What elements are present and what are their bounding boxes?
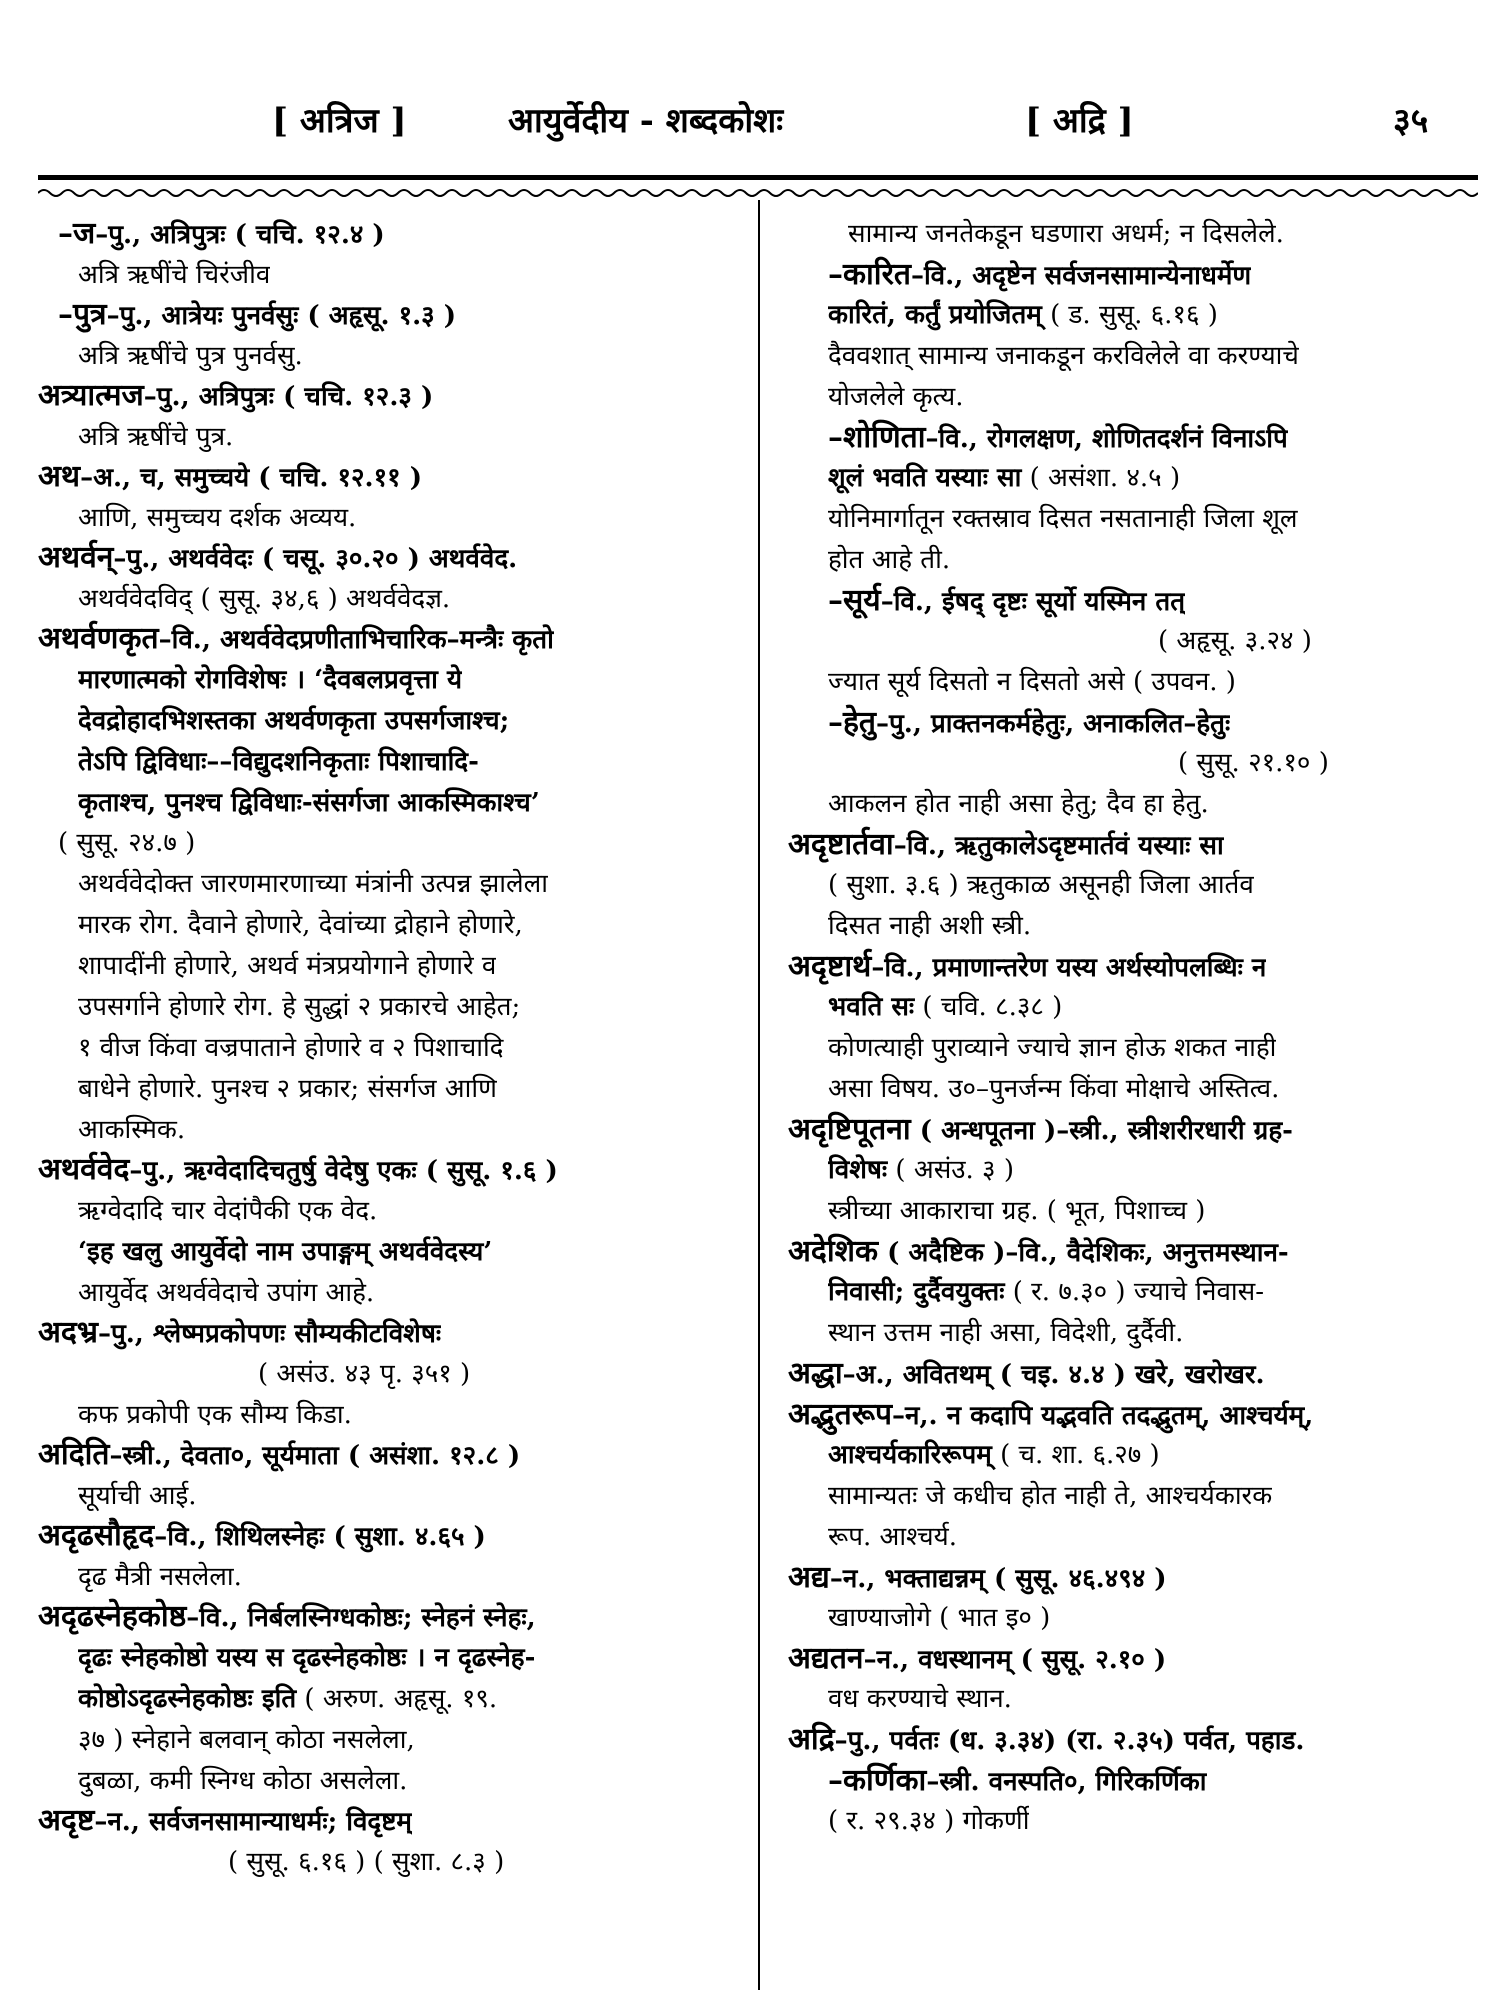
text-line: ( र. २९.३४ ) गोकर्णी <box>828 1806 1030 1836</box>
entry-line <box>788 1639 1166 1679</box>
entry-line <box>788 1232 1289 1272</box>
entry-line <box>788 1558 1167 1598</box>
entry-definition: –वि., अदृष्टेन सर्वजनसामान्येनाधर्मेण <box>910 261 1252 291</box>
entry-definition: –स्त्री., देवता०, सूर्यमाता ( असंशा. १२.८ ) <box>109 1441 521 1471</box>
headword: –ज <box>58 216 96 251</box>
headword: –कर्णिका <box>828 1763 927 1798</box>
entry-definition: –पु., प्राक्तनकर्महेतुः, अनाकलित–हेतुः <box>876 709 1231 739</box>
text-line: अत्रि ऋषींचे पुत्र. <box>78 422 234 452</box>
text-line: स्त्रीच्या आकाराचा ग्रह. ( भूत, पिशाच्च ) <box>828 1196 1206 1226</box>
text-line: ( सुशा. ३.६ ) ऋतुकाळ असूनही जिला आर्तव <box>828 870 1254 900</box>
text-line: योजलेले कृत्य. <box>828 382 964 412</box>
headword: अदृष्टिपूतना <box>788 1112 911 1147</box>
entry-definition: –अ., च, समुच्चये ( चचि. १२.११ ) <box>80 463 422 493</box>
reference-text: ( अरुण. अहृसू. १९. <box>296 1684 498 1714</box>
text-line: दैववशात् सामान्य जनाकडून करविलेले वा करण्याचे <box>828 341 1299 371</box>
headword: अदेशिक <box>788 1234 879 1269</box>
mixed-line <box>78 1679 497 1719</box>
entry-definition: –वि., ऋतुकालेऽदृष्टमार्तवं यस्याः सा <box>893 831 1224 861</box>
entry-line <box>788 825 1224 865</box>
text-line: शापादींनी होणारे, अथर्व मंत्रप्रयोगाने होणारे व <box>78 951 497 981</box>
entry-definition: –वि., अथर्ववेदप्रणीताभिचारिक–मन्त्रैः कृतो <box>158 625 554 655</box>
text-line: आणि, समुच्चय दर्शक अव्यय. <box>78 503 357 533</box>
text-line: अत्रि ऋषींचे पुत्र पुनर्वसु. <box>78 341 303 371</box>
reference-text: ( च. शा. ६.२७ ) <box>991 1440 1160 1470</box>
sanskrit-text: कारितं, कर्तुं प्रयोजितम् <box>828 300 1042 330</box>
mixed-line <box>828 1150 1014 1190</box>
entry-line <box>38 1801 412 1841</box>
mixed-line <box>828 1435 1160 1475</box>
text-line: कोणत्याही पुराव्याने ज्याचे ज्ञान होऊ शकत नाही <box>828 1033 1277 1063</box>
entry-definition: –न., भक्ताद्यन्नम् ( सुसू. ४६.४९४ ) <box>829 1564 1167 1594</box>
sanskrit-text: विशेषः <box>828 1155 888 1185</box>
headword: अदृष्टार्थ <box>788 949 872 984</box>
entry-line <box>788 1720 1304 1760</box>
header-rule <box>38 175 1478 180</box>
sanskrit-line: मारणात्मको रोगविशेषः । ‘दैवबलप्रवृत्ता ये <box>78 665 463 695</box>
text-line: आकलन होत नाही असा हेतु; दैव हा हेतु. <box>828 789 1209 819</box>
headword: –शोणिता <box>828 420 926 455</box>
headword: अद्यतन <box>788 1641 864 1676</box>
sanskrit-line: दृढः स्नेहकोष्ठो यस्य स दृढस्नेहकोष्ठः । न दृढस्नेह- <box>78 1643 536 1673</box>
sanskrit-text: आश्चर्यकारिरूपम् <box>828 1440 992 1470</box>
headword: –कारित <box>828 257 911 292</box>
entry-line <box>38 1150 558 1190</box>
text-line: ( सुसू. ६.१६ ) ( सुशा. ८.३ ) <box>228 1847 505 1877</box>
entry-definition: –न,. न कदापि यद्भवति तदद्भुतम्, आश्चर्यम्, <box>892 1401 1314 1431</box>
headword: अदृष्ट <box>38 1803 95 1838</box>
headword: अद्य <box>788 1560 830 1595</box>
entry-line <box>38 1435 520 1475</box>
text-line: मारक रोग. दैवाने होणारे, देवांच्या द्रोहाने होणारे, <box>78 910 523 940</box>
headword: अदिति <box>38 1437 110 1472</box>
entry-definition: –वि., ईषद् दृष्टः सूर्यो यस्मिन तत् <box>880 587 1186 617</box>
sanskrit-line: देवद्रोहादभिशस्तका अथर्वणकृता उपसर्गजाश्च; <box>78 706 510 736</box>
mixed-line <box>828 987 1062 1027</box>
entry-line <box>828 703 1230 743</box>
headword: अथर्ववेद <box>38 1152 130 1187</box>
entry-line <box>828 1761 1207 1801</box>
page-header <box>0 96 1500 156</box>
page-title: आयुर्वेदीय - शब्दकोशः <box>508 101 784 141</box>
entry-definition: ( अन्धपूतना )–स्त्री., स्त्रीशरीरधारी ग्रह- <box>910 1116 1293 1146</box>
headword: –हेतु <box>828 705 877 740</box>
entry-line <box>788 1110 1293 1150</box>
sanskrit-text: शूलं भवति यस्याः सा <box>828 463 1022 493</box>
entry-definition: –अ., अवितथम् ( चइ. ४.४ ) खरे, खरोखर. <box>842 1360 1265 1390</box>
entry-definition: –पु., श्लेष्मप्रकोपणः सौम्यकीटविशेषः <box>97 1319 442 1349</box>
text-line: दृढ मैत्री नसलेला. <box>78 1562 242 1592</box>
mixed-line <box>828 1272 1264 1312</box>
text-line: रूप. आश्चर्य. <box>828 1522 957 1552</box>
entry-definition: –पु., आत्रेयः पुनर्वसुः ( अहृसू. १.३ ) <box>106 301 457 331</box>
headword: अथर्वन् <box>38 540 114 575</box>
entry-definition: –पु., अत्रिपुत्रः ( चचि. १२.३ ) <box>143 382 434 412</box>
text-line: योनिमार्गातून रक्तस्राव दिसत नसतानाही जिला शूल <box>828 504 1298 534</box>
text-line: ( अहृसू. ३.२४ ) <box>1158 626 1312 656</box>
reference-text: ( चवि. ८.३८ ) <box>914 992 1063 1022</box>
text-line: ज्यात सूर्य दिसतो न दिसतो असे ( उपवन. ) <box>828 667 1236 697</box>
entry-definition: –पु., ऋग्वेदादिचतुर्षु वेदेषु एकः ( सुसू. १.६ ) <box>129 1156 558 1186</box>
headword: अदृष्टार्तवा <box>788 827 894 862</box>
text-line: अत्रि ऋषींचे चिरंजीव <box>78 260 271 290</box>
entry-definition: –पु., अत्रिपुत्रः ( चचि. १२.४ ) <box>95 220 385 250</box>
left-guide-word: [ अत्रिज ] <box>272 101 407 141</box>
entry-definition: –न., सर्वजनसामान्याधर्मः; विदृष्टम् <box>94 1807 412 1837</box>
text-line: ३७ ) स्नेहाने बलवान् कोठा नसलेला, <box>78 1725 415 1755</box>
text-line: आकस्मिक. <box>78 1115 186 1145</box>
entry-line <box>788 1354 1265 1394</box>
entry-definition: –पु., अथर्ववेदः ( चसू. ३०.२० ) अथर्ववेद. <box>113 544 518 574</box>
text-line: असा विषय. उ०–पुनर्जन्म किंवा मोक्षाचे अस्तित्व. <box>828 1074 1280 1104</box>
headword: अथ <box>38 459 81 494</box>
text-line: अथर्ववेदविद् ( सुसू. ३४,६ ) अथर्ववेदज्ञ. <box>78 584 451 614</box>
page-number: ३५ <box>1393 101 1429 141</box>
entry-line <box>58 295 456 335</box>
sanskrit-text: कोष्ठोऽदृढस्नेहकोष्ठः इति <box>78 1684 297 1714</box>
headword: अद्धा <box>788 1356 843 1391</box>
column-divider <box>758 200 760 1990</box>
entry-line <box>38 457 422 497</box>
headword: अत्र्यात्मज <box>38 378 144 413</box>
text-line: १ वीज किंवा वज्रपाताने होणारे व २ पिशाचादि <box>78 1033 504 1063</box>
entry-line <box>38 1516 486 1556</box>
text-line: ( सुसू. २४.७ ) <box>58 828 196 858</box>
text-line: सामान्य जनतेकडून घडणारा अधर्म; न दिसलेले. <box>848 219 1284 249</box>
entry-definition: –न., वधस्थानम् ( सुसू. २.१० ) <box>863 1645 1167 1675</box>
mixed-line <box>828 295 1218 335</box>
entry-line <box>38 538 517 578</box>
entry-definition: ( अदैष्टिक )–वि., वैदेशिकः, अनुत्तमस्थान- <box>878 1238 1289 1268</box>
reference-text: ( असंउ. ३ ) <box>887 1155 1014 1185</box>
text-line: आयुर्वेद अथर्ववेदाचे उपांग आहे. <box>78 1278 375 1308</box>
text-line: होत आहे ती. <box>828 545 951 575</box>
entry-line <box>58 214 385 254</box>
text-line: ( सुसू. २१.१० ) <box>1178 748 1329 778</box>
entry-definition: –वि., रोगलक्षण, शोणितदर्शनं विनाऽपि <box>925 424 1288 454</box>
sanskrit-line: कृताश्च, पुनश्च द्विविधाः-संसर्गजा आकस्मिकाश्च’ <box>78 788 540 818</box>
wavy-rule <box>38 186 1478 200</box>
entry-line <box>788 947 1266 987</box>
sanskrit-text: निवासी; दुर्दैवयुक्तः <box>828 1277 1005 1307</box>
text-line: खाण्याजोगे ( भात इ० ) <box>828 1603 1051 1633</box>
text-line: कफ प्रकोपी एक सौम्य किडा. <box>78 1400 352 1430</box>
entry-definition: –वि., शिथिलस्नेहः ( सुशा. ४.६५ ) <box>154 1522 486 1552</box>
text-line: बाधेने होणारे. पुनश्च २ प्रकार; संसर्गज आणि <box>78 1074 497 1104</box>
mixed-line <box>828 458 1180 498</box>
text-line: ऋग्वेदादि चार वेदांपैकी एक वेद. <box>78 1196 378 1226</box>
entry-line <box>38 1313 441 1353</box>
text-line: ( असंउ. ४३ पृ. ३५१ ) <box>258 1359 471 1389</box>
headword: अथर्वणकृत <box>38 621 159 656</box>
entry-line <box>828 418 1288 458</box>
headword: अदृढस्नेहकोष्ठ <box>38 1599 187 1634</box>
headword: अद्भुतरूप <box>788 1397 893 1432</box>
text-line: वध करण्याचे स्थान. <box>828 1684 1012 1714</box>
headword: अदृढसौहृद <box>38 1518 155 1553</box>
text-line: दिसत नाही अशी स्त्री. <box>828 911 1032 941</box>
entry-line <box>828 581 1185 621</box>
reference-text: ( असंशा. ४.५ ) <box>1021 463 1181 493</box>
reference-text: ( र. ७.३० ) ज्याचे निवास- <box>1004 1277 1264 1307</box>
headword: –पुत्र <box>58 297 107 332</box>
headword: अद्रि <box>788 1722 835 1757</box>
right-guide-word: [ अद्रि ] <box>1025 101 1134 141</box>
text-line: सामान्यतः जे कधीच होत नाही ते, आश्चर्यकारक <box>828 1481 1273 1511</box>
reference-text: ( ड. सुसू. ६.१६ ) <box>1041 300 1218 330</box>
text-line: उपसर्गाने होणारे रोग. हे सुद्धां २ प्रकारचे आहेत; <box>78 992 521 1022</box>
headword: –सूर्य <box>828 583 881 618</box>
text-line: दुबळा, कमी स्निग्ध कोठा असलेला. <box>78 1766 408 1796</box>
entry-line <box>828 255 1251 295</box>
entry-line <box>38 376 433 416</box>
text-line: सूर्याची आई. <box>78 1481 197 1511</box>
headword: अदभ्र <box>38 1315 98 1350</box>
entry-definition: –पु., पर्वतः (ध. ३.३४) (रा. २.३५) पर्वत, पहाड. <box>834 1726 1305 1756</box>
entry-definition: –वि., निर्बलस्निग्धकोष्ठः; स्नेहनं स्नेहः, <box>186 1603 536 1633</box>
entry-line <box>38 619 554 659</box>
sanskrit-line: तेऽपि द्विविधाः––विद्युदशनिकृताः पिशाचादि- <box>78 747 479 777</box>
entry-line <box>38 1597 536 1637</box>
sanskrit-line: ‘इह खलु आयुर्वेदो नाम उपाङ्गम् अथर्ववेदस्य’ <box>78 1237 493 1267</box>
sanskrit-text: भवति सः <box>828 992 915 1022</box>
entry-line <box>788 1395 1313 1435</box>
text-line: अथर्ववेदोक्त जारणमारणाच्या मंत्रांनी उत्पन्न झालेला <box>78 869 549 899</box>
entry-definition: –स्त्री. वनस्पति०, गिरिकर्णिका <box>926 1767 1207 1797</box>
text-line: स्थान उत्तम नाही असा, विदेशी, दुर्दैवी. <box>828 1318 1184 1348</box>
entry-definition: –वि., प्रमाणान्तरेण यस्य अर्थस्योपलब्धिः न <box>871 953 1267 983</box>
